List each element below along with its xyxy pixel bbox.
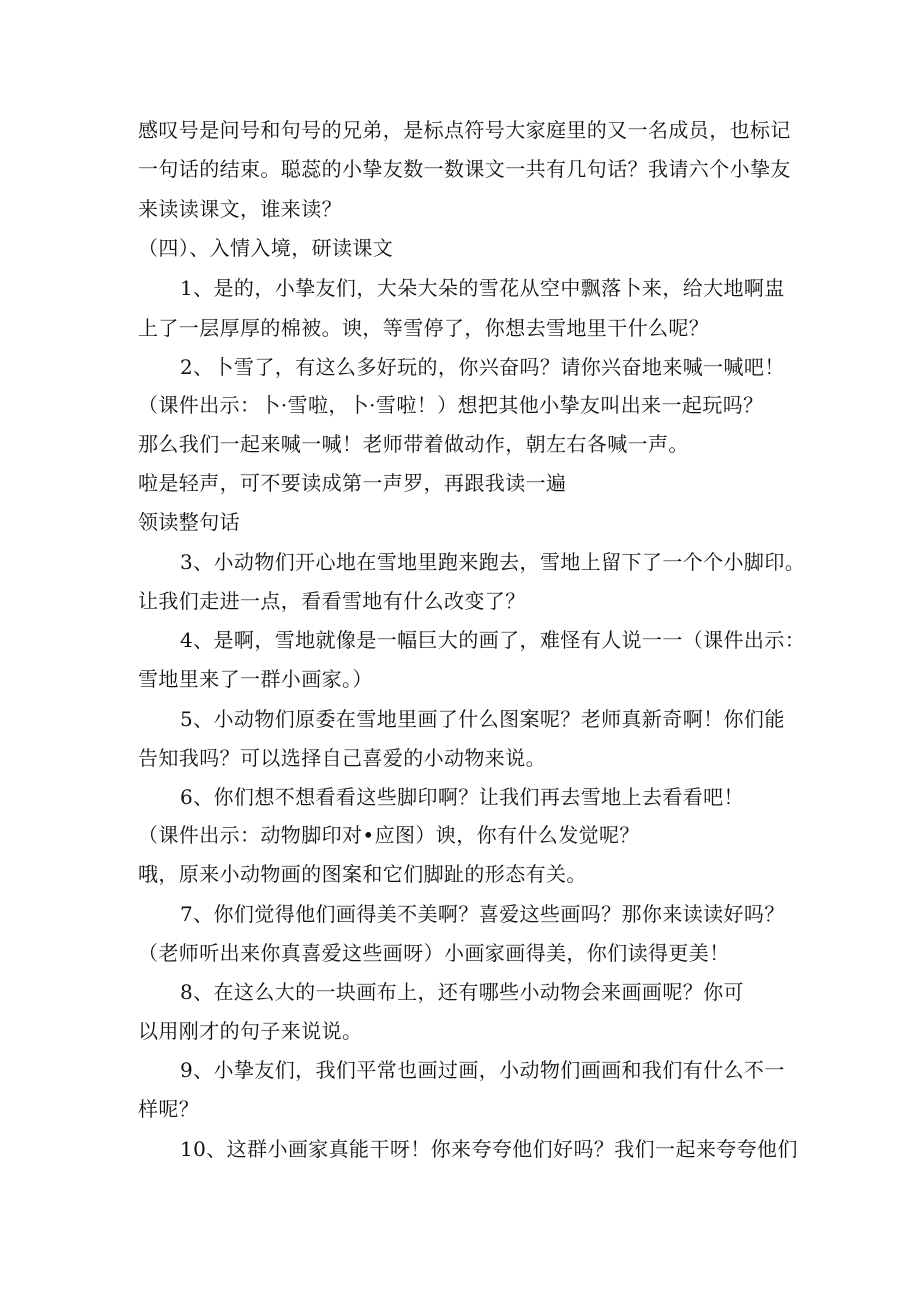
text-line: （课件出示：卜·雪啦，卜·雪啦！）想把其他小挚友叫出来一起玩吗？ bbox=[138, 393, 764, 417]
text-line: 来读读课文，谁来读？ bbox=[138, 197, 342, 221]
text-line: （课件出示：动物脚印对•应图）谀，你有什么发觉呢？ bbox=[138, 823, 640, 847]
text-line: 7、你们觉得他们画得美不美啊？喜爱这些画吗？那你来读读好吗？ bbox=[180, 902, 785, 926]
text-line: 一句话的结束。聪蕊的小挚友数一数课文一共有几句话？我请六个小挚友 bbox=[138, 157, 791, 181]
text-line: 告知我吗？可以选择自己喜爱的小动物来说。 bbox=[138, 746, 546, 770]
text-line: 哦，原来小动物画的图案和它们脚趾的形态有关。 bbox=[138, 862, 587, 886]
text-line: 1、是的，小挚友们，大朵大朵的雪花从空中飘落卜来，给大地啊盅 bbox=[180, 276, 785, 300]
text-line: 上了一层厚厚的棉被。谀，等雪停了，你想去雪地里干什么呢？ bbox=[138, 316, 710, 340]
text-line: 8、在这么大的一块画布上，还有哪些小动物会来画画呢？你可 bbox=[180, 980, 744, 1004]
text-line: 啦是轻声，可不要读成第一声罗，再跟我读一遍 bbox=[138, 471, 567, 495]
text-line: 样呢？ bbox=[138, 1097, 200, 1121]
text-line: 4、是啊，雪地就像是一幅巨大的画了，难怪有人说一一（课件出示： bbox=[180, 628, 806, 652]
text-line: 雪地里来了一群小画家。） bbox=[138, 667, 373, 691]
section-heading: （四）、入情入境，研读课文 bbox=[138, 236, 394, 260]
text-line: 那么我们一起来喊一喊！老师带着做动作，朝左右各喊一声。 bbox=[138, 432, 689, 456]
text-line: （老师听出来你真喜爱这些画呀）小画家画得美，你们读得更美！ bbox=[138, 941, 730, 965]
text-line: 5、小动物们原委在雪地里画了什么图案呢？老师真新奇啊！你们能 bbox=[180, 707, 785, 731]
text-line: 9、小挚友们，我们平常也画过画，小动物们画画和我们有什么不一 bbox=[180, 1058, 785, 1082]
text-line: 6、你们想不想看看这些脚印啊？让我们再去雪地上去看看吧！ bbox=[180, 785, 744, 809]
text-line: 3、小动物们开心地在雪地里跑来跑去，雪地上留下了一个个小脚印。 bbox=[180, 550, 806, 574]
text-line: 让我们走进一点，看看雪地有什么改变了？ bbox=[138, 589, 526, 613]
text-line: 2、卜雪了，有这么多好玩的，你兴奋吗？请你兴奋地来喊一喊吧！ bbox=[180, 355, 785, 379]
text-line: 以用刚才的句子来说说。 bbox=[138, 1019, 363, 1043]
text-line: 10、这群小画家真能干呀！你来夸夸他们好吗？我们一起来夸夸他们 bbox=[180, 1137, 798, 1161]
text-line: 领读整句话 bbox=[138, 510, 240, 534]
text-line: 感叹号是问号和句号的兄弟，是标点符号大家庭里的又一名成员，也标记 bbox=[138, 118, 791, 142]
